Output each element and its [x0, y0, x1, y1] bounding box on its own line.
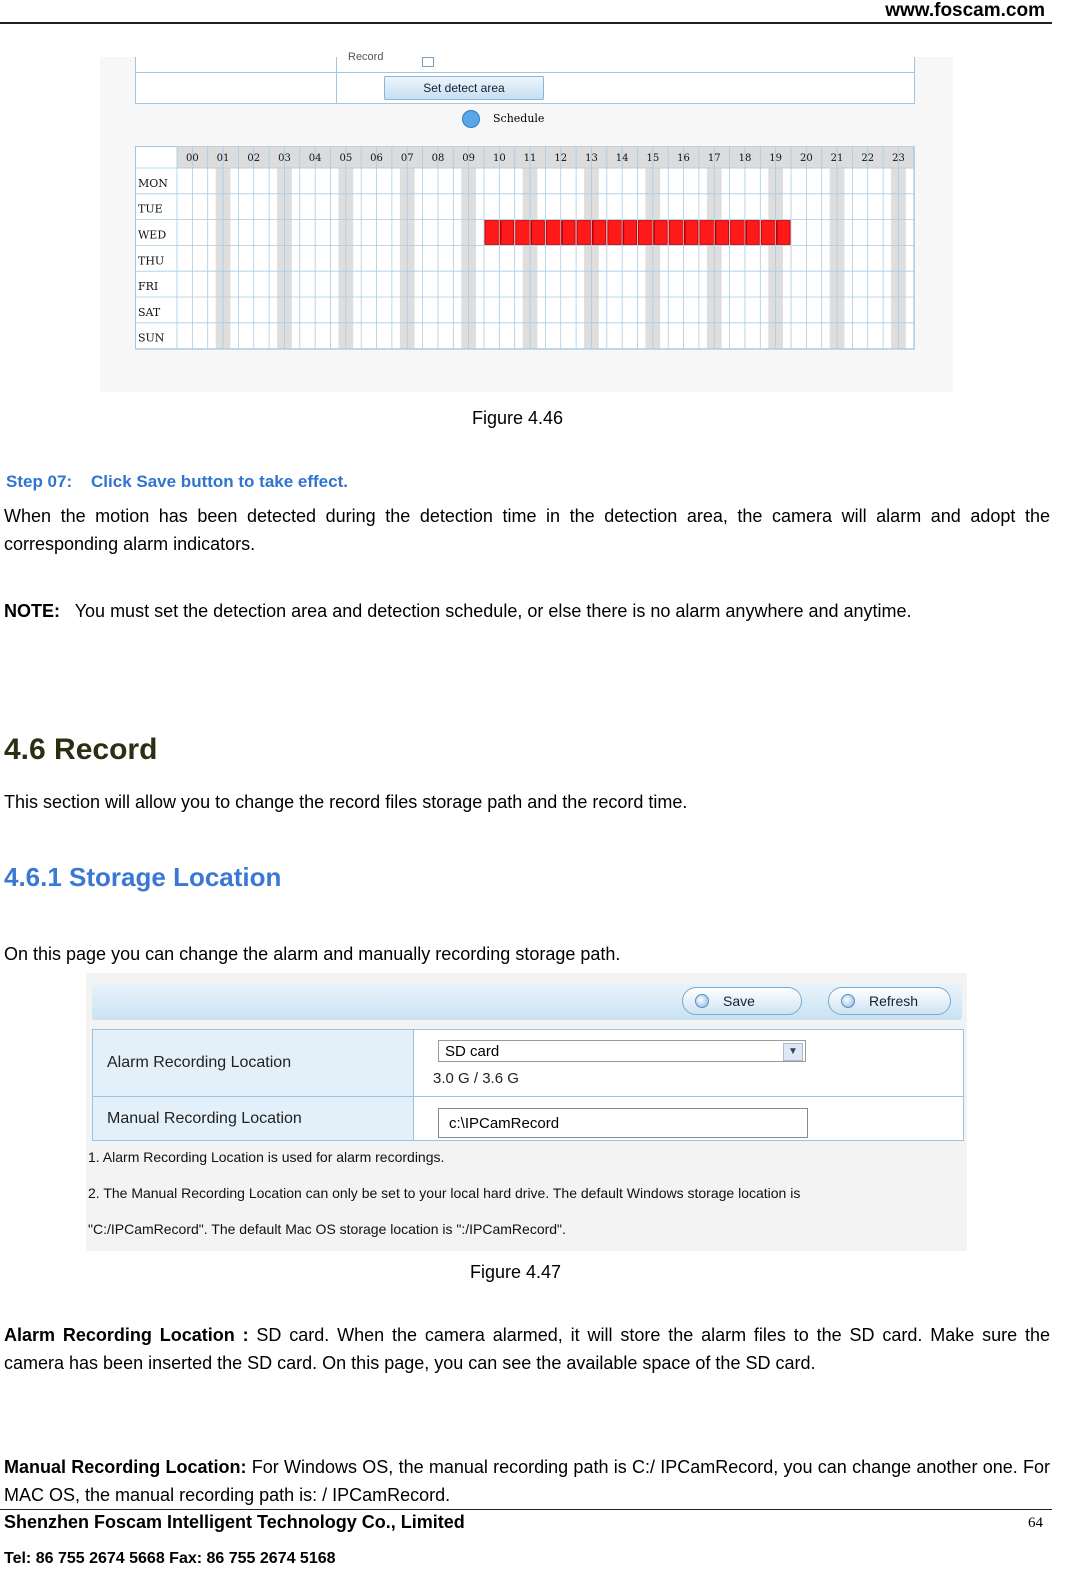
- hour-label: 16: [677, 153, 690, 164]
- manual-location-desc: For Windows OS, the manual recording path is C:/ IPCamRecord, you can change another one. For MAC OS, the manual recording path is: / IPCamRecord.: [4, 1457, 1050, 1505]
- subsection-title: 4.6.1 Storage Location: [4, 862, 282, 892]
- refresh-button[interactable]: [828, 987, 951, 1015]
- alarm-location-value: SD card: [445, 1043, 500, 1060]
- record-checkbox[interactable]: [422, 57, 434, 67]
- paragraph: When the motion has been detected during the detection time in the detection area, the camera will alarm and adopt the corresponding alarm indicators.: [4, 506, 1050, 554]
- alarm-location-label: Alarm Recording Location: [107, 1054, 292, 1071]
- footer-contact: Tel: 86 755 2674 5668 Fax: 86 755 2674 5168: [4, 1550, 336, 1567]
- hour-label: 13: [585, 153, 598, 164]
- motion-settings-table: [135, 51, 915, 104]
- footer-company: Shenzhen Foscam Intelligent Technology Co., Limited: [4, 1512, 465, 1532]
- hour-label: 22: [861, 153, 875, 164]
- section-title: 4.6 Record: [4, 733, 158, 766]
- note-paragraph: [4, 597, 1050, 625]
- save-button-label: Save: [723, 993, 755, 1009]
- day-label: MON: [138, 176, 168, 190]
- note-label: NOTE:: [4, 601, 60, 621]
- manual-location-label: Manual Recording Location: [107, 1110, 302, 1127]
- hour-label: 02: [247, 153, 261, 164]
- day-label: SUN: [138, 331, 165, 345]
- save-icon: [695, 994, 709, 1008]
- table-divider: [136, 72, 914, 73]
- header-rule: [0, 22, 1052, 24]
- manual-location-input[interactable]: c:\IPCamRecord: [438, 1108, 808, 1138]
- hour-label: 17: [707, 153, 721, 164]
- schedule-clock-icon: [462, 110, 480, 128]
- day-label: THU: [138, 254, 165, 268]
- page-number: 64: [1028, 1515, 1043, 1531]
- schedule-label: Schedule: [493, 112, 545, 125]
- figure-note: "C:/IPCamRecord". The default Mac OS storage location is ":/IPCamRecord".: [88, 1221, 566, 1237]
- figure-4-47: [86, 973, 967, 1251]
- hour-label: 01: [216, 153, 230, 164]
- storage-settings-table: [92, 1029, 964, 1141]
- section-intro: This section will allow you to change the record files storage path and the record time.: [4, 792, 688, 812]
- hour-label: 18: [738, 153, 752, 164]
- note-text: You must set the detection area and detection schedule, or else there is no alarm anywhere and anytime.: [74, 601, 912, 621]
- alarm-location-term: Alarm Recording Location :: [4, 1325, 249, 1345]
- save-button[interactable]: [682, 987, 802, 1015]
- day-label: TUE: [138, 202, 163, 216]
- manual-location-term: Manual Recording Location:: [4, 1457, 247, 1477]
- hour-label: 08: [431, 153, 445, 164]
- hour-label: 15: [646, 153, 660, 164]
- alarm-location-select[interactable]: [438, 1040, 806, 1062]
- day-label: WED: [138, 228, 167, 242]
- hour-label: 19: [769, 153, 783, 164]
- subsection-intro: On this page you can change the alarm and manually recording storage path.: [4, 944, 621, 964]
- hour-label: 10: [492, 153, 506, 164]
- hour-label: 20: [799, 153, 813, 164]
- step-07: Step 07: Click Save button to take effect.: [6, 472, 348, 491]
- figure-caption: Figure 4.47: [470, 1262, 562, 1282]
- schedule-grid[interactable]: [135, 146, 915, 362]
- hour-label: 12: [554, 153, 568, 164]
- hour-label: 23: [892, 153, 905, 164]
- day-label: FRI: [138, 280, 159, 294]
- hour-label: 07: [400, 153, 414, 164]
- hour-label: 00: [185, 153, 199, 164]
- footer-rule: [0, 1509, 1052, 1510]
- record-label: Record: [348, 51, 384, 63]
- figure-note: 1. Alarm Recording Location is used for alarm recordings.: [88, 1149, 445, 1165]
- manual-location-paragraph: [4, 1453, 1050, 1509]
- alarm-location-paragraph: [4, 1321, 1050, 1377]
- table-divider: [336, 57, 337, 103]
- available-space: 3.0 G / 3.6 G: [433, 1070, 519, 1087]
- hour-label: 04: [308, 153, 322, 164]
- day-label: SAT: [138, 305, 161, 319]
- refresh-button-label: Refresh: [869, 993, 919, 1009]
- set-detect-area-button[interactable]: Set detect area: [384, 76, 544, 100]
- hour-label: 09: [462, 153, 476, 164]
- hour-label: 11: [523, 153, 537, 164]
- alarm-location-desc: SD card. When the camera alarmed, it will store the alarm files to the SD card. Make sure the camera has been inserted the SD card. On this page, you can see the available space of the SD card.: [4, 1325, 1050, 1373]
- hour-label: 03: [278, 153, 291, 164]
- refresh-icon: [841, 994, 855, 1008]
- figure-caption: Figure 4.46: [472, 408, 564, 428]
- chevron-down-icon[interactable]: ▼: [783, 1043, 803, 1061]
- hour-label: 05: [339, 153, 353, 164]
- figure-note: 2. The Manual Recording Location can only be set to your local hard drive. The default Windows storage location is: [88, 1185, 801, 1201]
- hour-label: 14: [615, 153, 629, 164]
- table-divider: [93, 1096, 963, 1097]
- site-url[interactable]: www.foscam.com: [885, 0, 1045, 21]
- hour-label: 06: [370, 153, 383, 164]
- hour-label: 21: [830, 153, 844, 164]
- figure-4-46: [100, 51, 953, 392]
